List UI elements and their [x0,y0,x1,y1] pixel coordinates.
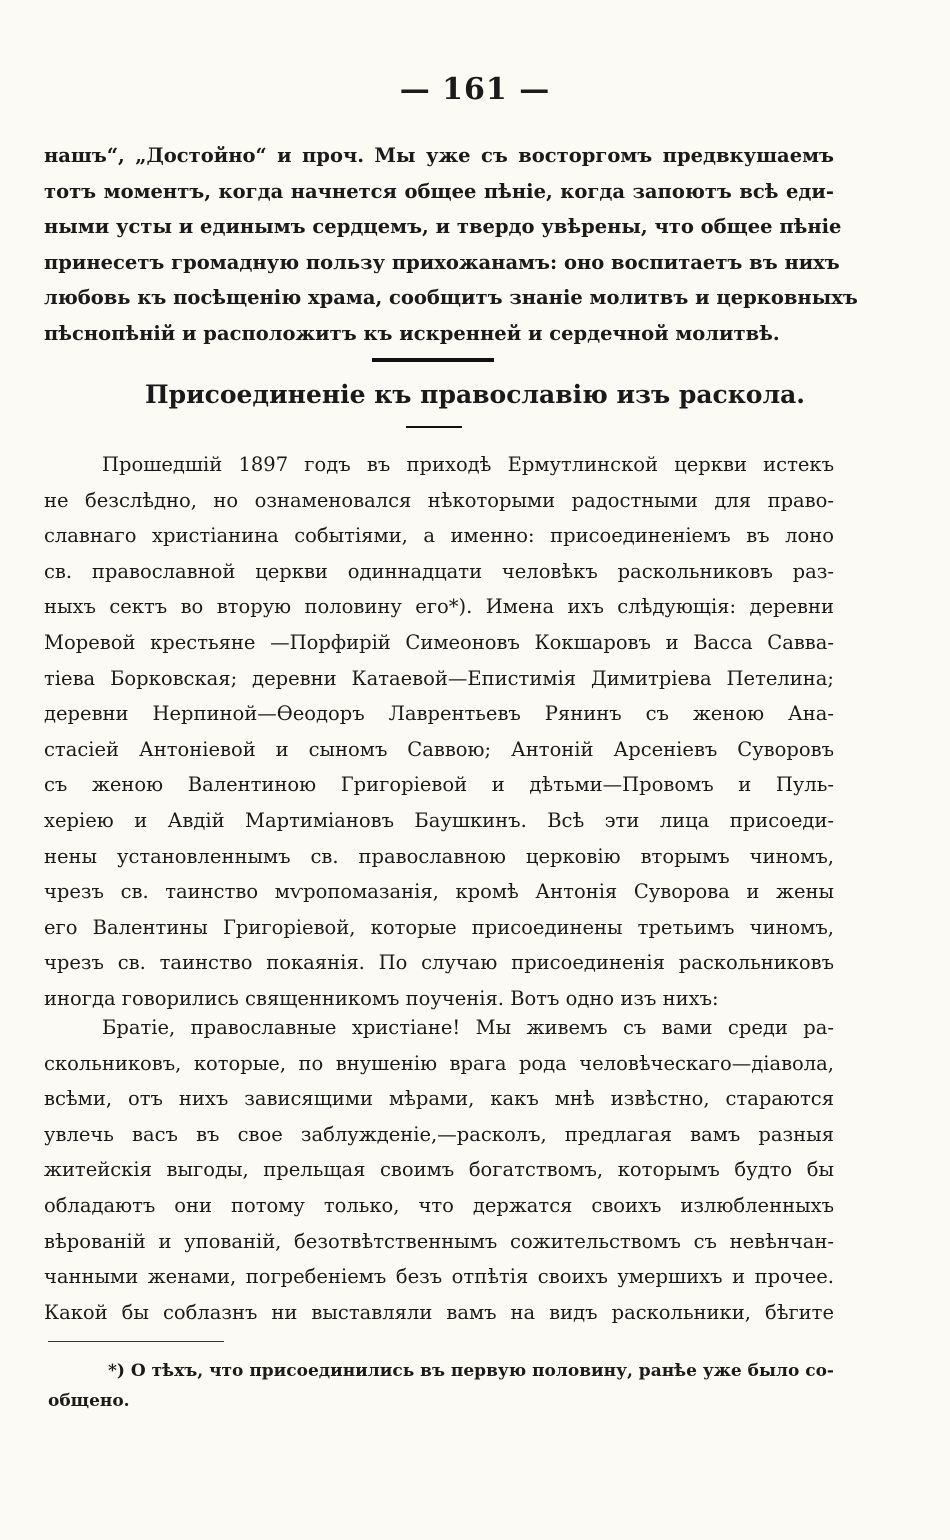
text-line: его Валентины Григоріевой, которые присоединены третьимъ чиномъ, [44,915,834,939]
text-line: увлечь васъ въ свое заблужденіе,—расколъ, предлагая вамъ разныя [44,1122,834,1146]
intro-paragraph [44,138,858,352]
text-line: деревни Нерпиной—Ѳеодоръ Лаврентьевъ Рянинъ съ женою Ана- [44,702,834,726]
text-line: иногда говорились священникомъ поученія. Вотъ одно изъ нихъ: [44,986,719,1010]
text-line: стасіей Антоніевой и сыномъ Саввою; Антоній Арсеніевъ Суворовъ [44,737,834,761]
text-line: нашъ“, „Достойно“ и проч. Мы уже съ восторгомъ предвкушаемъ [44,144,834,167]
section-heading: Присоединеніе къ православію изъ раскола. [145,380,805,409]
footnote [48,1356,834,1416]
text-line: всѣми, отъ нихъ зависящими мѣрами, какъ мнѣ извѣстно, стараются [44,1087,834,1111]
text-line: Братіе, православные христіане! Мы живемъ съ вами среди ра- [102,1016,834,1039]
text-line: Моревой крестьяне —Порфирій Симеоновъ Кокшаровъ и Васса Савва- [44,630,834,654]
text-line: тотъ моментъ, когда начнется общее пѣніе, когда запоютъ всѣ еди- [44,179,834,203]
section-divider-top [372,358,494,362]
text-line: Какой бы соблазнъ ни выставляли вамъ на видъ раскольники, бѣгите [44,1300,834,1324]
text-line: съ женою Валентиною Григоріевой и дѣтьми—Провомъ и Пуль- [44,773,834,797]
text-line: Прошедшій 1897 годъ въ приходѣ Ермутлинской церкви истекъ [102,453,834,476]
text-line: чрезъ св. таинство мѵропомазанія, кромѣ Антонія Суворова и жены [44,880,834,904]
text-line: житейскія выгоды, прельщая своимъ богатствомъ, которымъ будто бы [44,1158,834,1182]
paragraph-2 [44,1010,834,1330]
section-divider-bottom [406,426,462,428]
text-line: чрезъ св. таинство покаянія. По случаю присоединенія раскольниковъ [44,951,834,975]
text-line: ныхъ сектъ во вторую половину его*). Имена ихъ слѣдующія: деревни [44,595,834,619]
text-line: любовь къ посѣщенію храма, сообщитъ знаніе молитвъ и церковныхъ [44,286,858,310]
text-line: обладаютъ они потому только, что держатся своихъ излюбленныхъ [44,1193,834,1217]
text-line: скольниковъ, которые, по внушенію врага рода человѣческаго—діавола, [44,1051,834,1075]
text-line: славнаго христіанина событіями, а именно: присоединеніемъ въ лоно [44,524,834,548]
text-line: вѣрованій и упованій, безотвѣтственнымъ сожительствомъ съ невѣнчан- [44,1229,834,1253]
text-line: нены установленнымъ св. православною церковію вторымъ чиномъ, [44,844,834,868]
text-line: принесетъ громадную пользу прихожанамъ: оно воспитаетъ въ нихъ [44,250,840,274]
paragraph-1 [44,447,834,1017]
footnote-divider [48,1341,224,1342]
page-number: — 161 — [399,72,551,107]
footnote-line: общено. [48,1391,130,1411]
text-line: не безслѣдно, но ознаменовался нѣкоторыми радостными для право- [44,488,834,512]
text-line: ными усты и единымъ сердцемъ, и твердо увѣрены, что общее пѣніе [44,215,842,239]
text-line: тіева Борковская; деревни Катаевой—Епистимія Димитріева Петелина; [44,666,834,690]
text-line: св. православной церкви одиннадцати человѣкъ раскольниковъ раз- [44,559,834,583]
footnote-line: *) О тѣхъ, что присоединились въ первую половину, ранѣе уже было со- [108,1361,834,1381]
text-line: чанными женами, погребеніемъ безъ отпѣтія своихъ умершихъ и прочее. [44,1265,834,1289]
text-line: пѣснопѣній и расположитъ къ искренней и сердечной молитвѣ. [44,321,780,345]
text-line: херіею и Авдій Мартиміановъ Баушкинъ. Всѣ эти лица присоеди- [44,808,834,832]
